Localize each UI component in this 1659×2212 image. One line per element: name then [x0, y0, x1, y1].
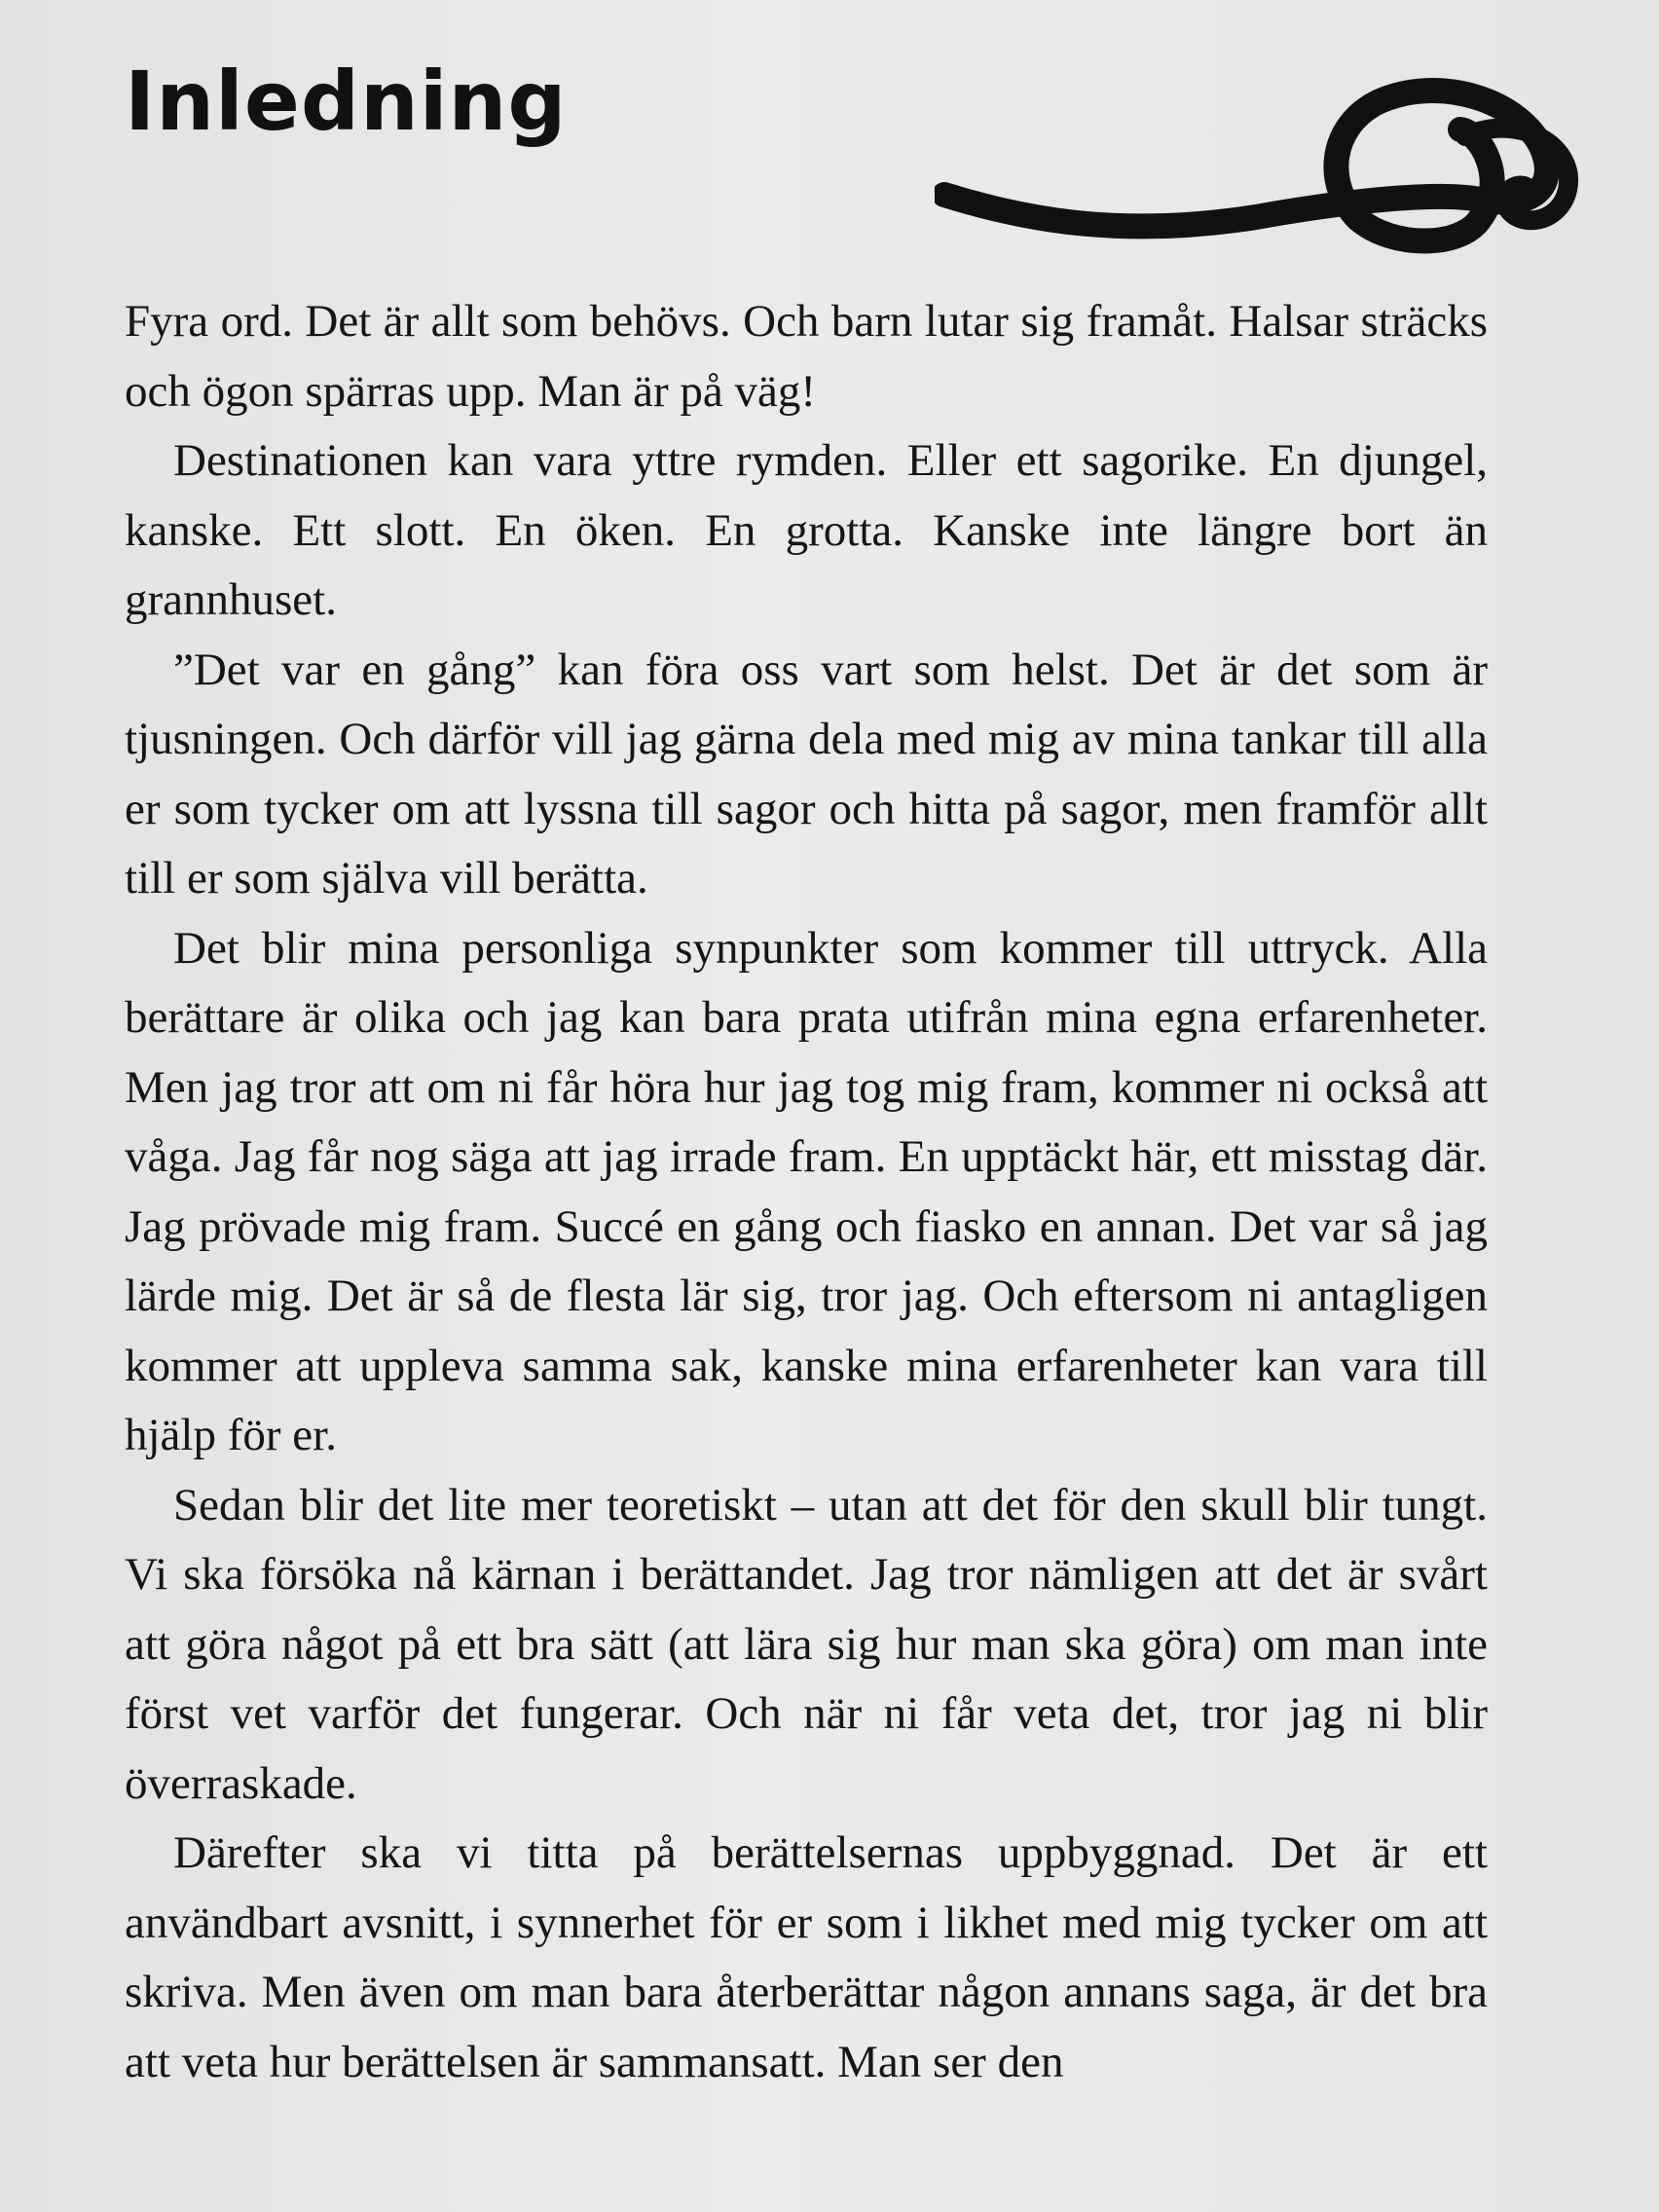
paragraph: Sedan blir det lite mer teoretiskt – utan att det för den skull blir tungt. Vi ska försöka nå kärnan i berättandet. Jag tror nämligen att det är svårt att göra något på ett bra sätt (att lära sig hur man ska göra) om man inte först vet varför det fungerar. Och när ni får veta det, tror jag ni blir överraskade. — [125, 1479, 1488, 1809]
body-text — [125, 287, 1488, 2097]
paragraph: Fyra ord. Det är allt som behövs. Och barn lutar sig framåt. Halsar sträcks och ögon spärras upp. Man är på väg! — [125, 296, 1488, 417]
paragraph: Destinationen kan vara yttre rymden. Eller ett sagorike. En djungel, kanske. Ett slott. En öken. En grotta. Kanske inte längre bort än grannhuset. — [125, 435, 1488, 625]
paragraph: Därefter ska vi titta på berättelsernas uppbyggnad. Det är ett användbart avsnitt, i synnerhet för er som i likhet med mig tycker om att skriva. Men även om man bara återberättar någon annans saga, är det bra att veta hur berättelsen är sammansatt. Man ser den — [125, 1827, 1488, 2087]
paragraph: ”Det var en gång” kan föra oss vart som helst. Det är det som är tjusningen. Och därför vill jag gärna dela med mig av mina tankar till alla er som tycker om att lyssna till sagor och hitta på sagor, men framför allt till er som själva vill berätta. — [125, 644, 1488, 903]
paragraph: Det blir mina personliga synpunkter som kommer till uttryck. Alla berättare är olika och jag kan bara prata utifrån mina egna erfarenheter. Men jag tror att om ni får höra hur jag tog mig fram, kommer ni också att våga. Jag får nog säga att jag irrade fram. En upptäckt här, ett misstag där. Jag prövade mig fram. Succé en gång och fiasko en annan. Det var så jag lärde mig. Det är så de flesta lär sig, tror jag. Och eftersom ni antagligen kommer att uppleva samma sak, kanske mina erfarenheter kan vara till hjälp för er. — [125, 922, 1488, 1460]
chapter-title: Inledning — [125, 54, 568, 149]
decorative-swirl-icon — [935, 54, 1587, 277]
